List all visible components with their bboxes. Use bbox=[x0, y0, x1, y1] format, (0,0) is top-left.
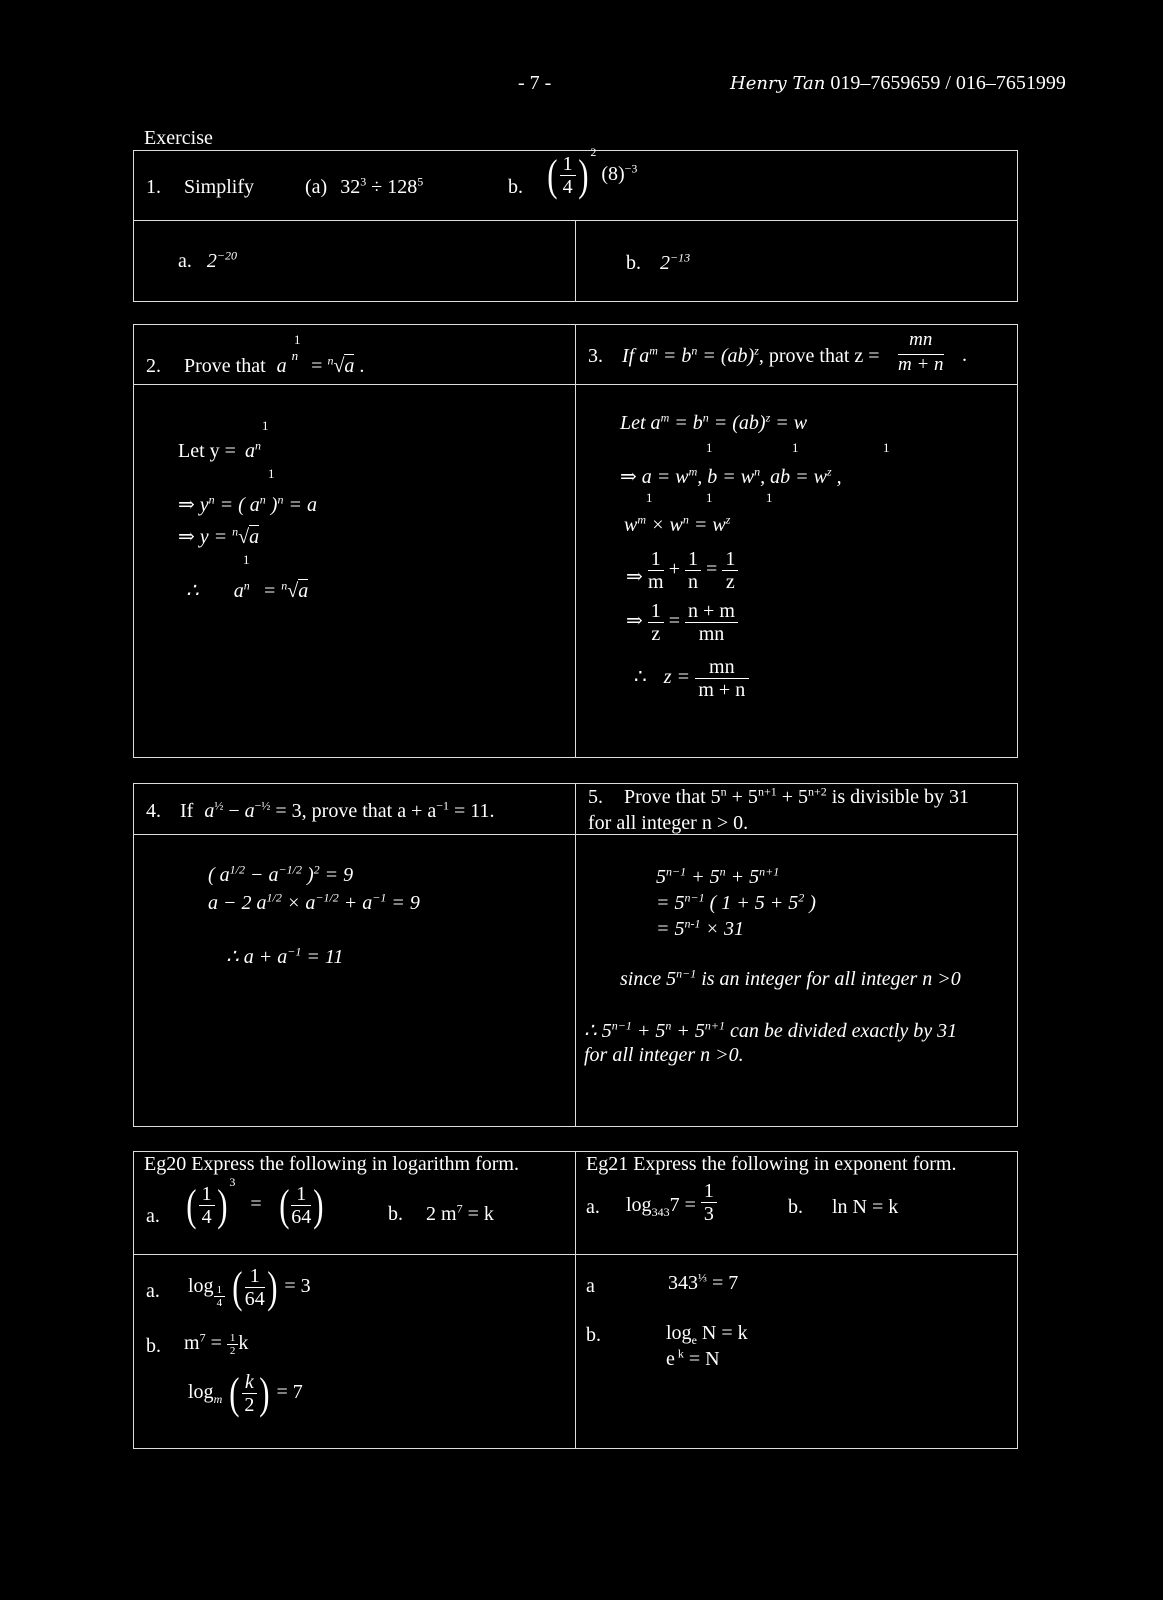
eg20-b: b. 2 $m^7 = k$ bbox=[388, 1201, 494, 1225]
q5-question-2: for all integer n > 0. bbox=[588, 812, 749, 834]
eg21-a-expr: $\log_{343}7$ = $\frac{1}{3}$ bbox=[626, 1180, 717, 1225]
q2-work-1-exp: 1 bbox=[262, 418, 269, 433]
q3-work-3-exp2: 1 bbox=[706, 490, 713, 505]
q3-work-2-exp1: 1 bbox=[706, 440, 713, 455]
q2-work-2: ⇒ $y^n$ = ( $a^n$ )$^n$ = a bbox=[178, 492, 317, 516]
eg21-a-label: a. bbox=[586, 1196, 600, 1218]
eg21-title: Eg21 Express the following in exponent form. bbox=[586, 1153, 957, 1175]
eg20-ans-a-label: a. bbox=[146, 1280, 160, 1302]
q3-work-3-exp1: 1 bbox=[646, 490, 653, 505]
author-phones: 019–7659659 / 016–7651999 bbox=[830, 72, 1066, 94]
page-number: - 7 - bbox=[518, 72, 552, 94]
q4-work-3: ∴ $a + a^{-1} = 11$ bbox=[226, 944, 344, 968]
q1-answer-a: a. $2^{-20}$ bbox=[178, 248, 237, 272]
q5-work-2: = $5^{n-1}$ ( $1 + 5 + 5^2$ ) bbox=[656, 890, 816, 914]
exercise-title: Exercise bbox=[144, 127, 213, 149]
q4-work-2: a − 2 $a^{1/2} \times a^{-1/2} + a^{-1} = 9$ bbox=[208, 890, 420, 914]
q3-period: . bbox=[962, 344, 967, 366]
eg20-ans-b-label: b. bbox=[146, 1335, 161, 1357]
q3-question: 3. If $a^m = b^n = (ab)^z$, prove that z = bbox=[588, 343, 880, 367]
q1-part-a: (a) bbox=[305, 176, 328, 198]
q3-work-2-exp2: 1 bbox=[792, 440, 799, 455]
q1-answer-b: b. $2^{-13}$ bbox=[626, 250, 691, 274]
q1-a-expr: $32^3 \div 128^5$ bbox=[340, 174, 424, 198]
eg20-ans-a: log $\frac{1}{4}$ ( $\frac{1}{64}$ ) = 3 bbox=[188, 1263, 311, 1312]
q3-work-2: ⇒ $a = w^m$, $b = w^n$, ab = $w^z$ , bbox=[620, 464, 842, 488]
q3-work-5: ⇒ $\frac{1}{z}$ = $\frac{n + m}{mn}$ bbox=[626, 600, 738, 645]
eg21-b: b. ln N = k bbox=[788, 1196, 899, 1218]
q2-exp-num: 1 bbox=[294, 332, 301, 347]
q5-work-1: $5^{n-1} + 5^n + 5^{n+1}$ bbox=[656, 864, 780, 888]
eg20-ans-b-2: $\log_m$ ( $\frac{k}{2}$ ) = 7 bbox=[188, 1369, 303, 1418]
q1-col-divider bbox=[575, 220, 576, 302]
q4-question: 4. If $a^{\frac{1}{2}} - a^{-\frac{1}{2}} = 3$, prove that $a + a^{-1} = 11$. bbox=[146, 798, 495, 822]
q3-work-6: ∴ z = $\frac{mn}{m + n}$ bbox=[634, 656, 749, 701]
q1-part-b: b. bbox=[508, 176, 523, 198]
q2-work-2-exp: 1 bbox=[268, 466, 275, 481]
q5-conclusion: ∴ $5^{n-1} + 5^n + 5^{n+1}$ can be divided exactly by 31 bbox=[584, 1018, 958, 1042]
eg20-ans-b-1: $m^7$ = $\frac{1}{2}$ k bbox=[184, 1330, 249, 1358]
q2-question: 2. Prove that a $^n$ = $^n$√a . bbox=[146, 348, 365, 377]
q5-since: since $5^{n-1}$ is an integer for all integer n >0 bbox=[620, 966, 961, 990]
eg20-a-label: a. bbox=[146, 1205, 160, 1227]
q2-q3-col-divider bbox=[575, 324, 576, 758]
q5-conclusion-2: for all integer n >0. bbox=[584, 1044, 744, 1066]
q2-work-4-exp: 1 bbox=[243, 552, 250, 567]
q2-work-4: ∴ $a^n = ^n√a$ bbox=[186, 578, 309, 602]
q2-work-3: ⇒ y = $^n$√a bbox=[178, 524, 260, 548]
eg21-ans-a: $343^{\frac{1}{3}} = 7$ bbox=[668, 1270, 739, 1294]
q3-work-4: ⇒ $\frac{1}{m}$ + $\frac{1}{n}$ = $\frac{1}{z}$ bbox=[626, 548, 738, 593]
q3-work-1: Let $a^m = b^n = (ab)^z = w$ bbox=[620, 410, 808, 434]
q4-q5-col-divider bbox=[575, 783, 576, 1127]
q3-work-3-exp3: 1 bbox=[766, 490, 773, 505]
eg21-ans-b-1: $\log_e N = k$ bbox=[666, 1322, 748, 1347]
q4-work-1: ( $a^{1/2} - a^{-1/2}$ )$^2$ = 9 bbox=[208, 862, 354, 886]
q3-work-2-exp3: 1 bbox=[883, 440, 890, 455]
q5-work-3: = $5^{n-1} \times 31$ bbox=[656, 916, 744, 940]
author-name: Henry Tan bbox=[730, 73, 826, 94]
q3-fraction: $\frac{mn}{m + n}$ bbox=[898, 329, 944, 375]
author-line bbox=[730, 72, 1066, 95]
eg-col-divider bbox=[575, 1151, 576, 1449]
q1-question bbox=[146, 176, 423, 199]
q1-text: Simplify bbox=[184, 176, 255, 198]
eg20-a-expr: ( $\frac{1}{4}$ ) $^3$ = ( $\frac{1}{64}$ ) bbox=[186, 1175, 324, 1230]
eg20-title: Eg20 Express the following in logarithm form. bbox=[144, 1153, 519, 1175]
q2-work-1: Let $y = a^n$ bbox=[178, 438, 261, 462]
eg21-ans-a-label: a bbox=[586, 1275, 595, 1297]
q1-number: 1. bbox=[146, 176, 161, 198]
q1-b-expr: ( $\frac{1}{4}$ ) $^2$ $(8)^{-3}$ bbox=[547, 145, 638, 200]
eg21-ans-b-2: e $^k$ = N bbox=[666, 1346, 720, 1370]
eg21-ans-b-label: b. bbox=[586, 1324, 601, 1346]
q5-question: 5. Prove that $5^n + 5^{n+1} + 5^{n+2}$ is divisible by 31 bbox=[588, 784, 970, 808]
q3-work-3: $w^m \times w^n = w^z$ bbox=[624, 512, 731, 536]
